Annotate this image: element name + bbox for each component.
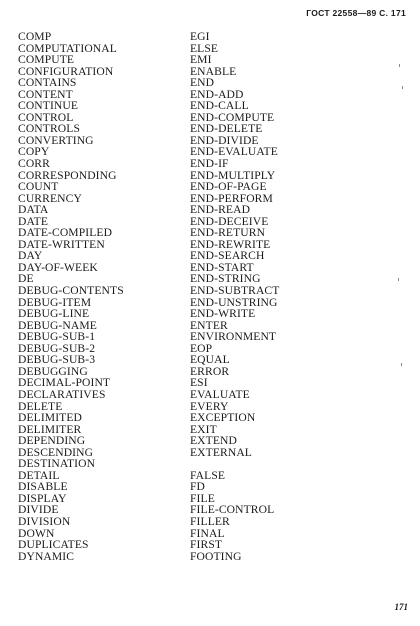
reserved-word: EQUAL: [190, 353, 230, 367]
reserved-word: END-ADD: [190, 87, 244, 101]
reserved-word: FILE-CONTROL: [190, 503, 275, 517]
reserved-word: DEBUG-SUB-1: [18, 330, 96, 344]
reserved-word: END-SEARCH: [190, 249, 265, 263]
reserved-word: END-START: [190, 260, 254, 274]
reserved-word: END-CALL: [190, 99, 249, 113]
reserved-word: DETAIL: [18, 468, 60, 482]
reserved-word: END-DELETE: [190, 122, 263, 136]
right-keyword-column: [190, 31, 279, 562]
reserved-word: EVALUATE: [190, 387, 250, 401]
reserved-word: ENABLE: [190, 64, 237, 78]
reserved-word: DESTINATION: [18, 457, 96, 471]
reserved-word: DEBUG-SUB-2: [18, 341, 96, 355]
left-keyword-column: [18, 31, 124, 562]
reserved-word: DISABLE: [18, 480, 68, 494]
reserved-word: DIVISION: [18, 514, 71, 528]
reserved-word: DEBUG-SUB-3: [18, 353, 96, 367]
reserved-word: END-WRITE: [190, 307, 256, 321]
reserved-word: FIRST: [190, 538, 223, 552]
reserved-word: CONTENT: [18, 87, 73, 101]
reserved-word: DOWN: [18, 526, 55, 540]
reserved-word: END-IF: [190, 157, 229, 171]
reserved-word: CONVERTING: [18, 133, 94, 147]
reserved-word: END-DECEIVE: [190, 214, 269, 228]
reserved-word: DEPENDING: [18, 434, 86, 448]
scan-speck: [398, 278, 399, 281]
reserved-word: DYNAMIC: [18, 549, 75, 563]
reserved-word: DEBUGGING: [18, 364, 88, 378]
reserved-word: DAY-OF-WEEK: [18, 260, 98, 274]
reserved-word: DELETE: [18, 399, 63, 413]
reserved-word: CORRESPONDING: [18, 168, 117, 182]
reserved-word: DATE: [18, 214, 49, 228]
reserved-word: EMI: [190, 53, 212, 67]
reserved-word: DAY: [18, 249, 43, 263]
reserved-word: DEBUG-ITEM: [18, 295, 92, 309]
reserved-word: COUNT: [18, 180, 59, 194]
reserved-word: CONTINUE: [18, 99, 79, 113]
reserved-word: FD: [190, 480, 206, 494]
reserved-word: FALSE: [190, 468, 226, 482]
reserved-word: END-MULTIPLY: [190, 168, 276, 182]
reserved-word: ERROR: [190, 364, 230, 378]
reserved-word: EXTERNAL: [190, 445, 252, 459]
reserved-word: DISPLAY: [18, 491, 67, 505]
reserved-word: FILE: [190, 491, 215, 505]
reserved-word: DUPLICATES: [18, 538, 89, 552]
reserved-word: CONFIGURATION: [18, 64, 114, 78]
reserved-word: EXIT: [190, 422, 217, 436]
page-header: ГОСТ 22558—89 С. 171: [306, 8, 406, 18]
reserved-word: END-REWRITE: [190, 237, 271, 251]
scan-speck: [399, 64, 400, 67]
reserved-word: END-SUBTRACT: [190, 284, 280, 298]
reserved-word: DELIMITER: [18, 422, 82, 436]
reserved-word: CURRENCY: [18, 191, 82, 205]
reserved-word: ESI: [190, 376, 208, 390]
reserved-word: EXCEPTION: [190, 411, 256, 425]
scan-speck: [401, 363, 402, 366]
reserved-word: CONTAINS: [18, 76, 77, 90]
reserved-word: EXTEND: [190, 434, 237, 448]
reserved-word: END-RETURN: [190, 226, 266, 240]
reserved-word: ENVIRONMENT: [190, 330, 277, 344]
reserved-word: CONTROL: [18, 110, 74, 124]
reserved-word: COMPUTATIONAL: [18, 41, 117, 55]
reserved-word: DEBUG-LINE: [18, 307, 90, 321]
reserved-word: END-PERFORM: [190, 191, 273, 205]
reserved-word: END-UNSTRING: [190, 295, 278, 309]
reserved-word: ELSE: [190, 41, 219, 55]
reserved-word: FILLER: [190, 514, 230, 528]
reserved-word: DECIMAL-POINT: [18, 376, 111, 390]
reserved-word: DECLARATIVES: [18, 387, 106, 401]
reserved-word: COPY: [18, 145, 50, 159]
reserved-word: DATA: [18, 203, 49, 217]
reserved-word: DIVIDE: [18, 503, 59, 517]
reserved-word: DELIMITED: [18, 411, 83, 425]
reserved-word: END-EVALUATE: [190, 145, 278, 159]
reserved-word: ENTER: [190, 318, 228, 332]
reserved-word: END-OF-PAGE: [190, 180, 267, 194]
scan-speck: [402, 86, 403, 89]
reserved-word: DESCENDING: [18, 445, 94, 459]
reserved-word: COMPUTE: [18, 53, 75, 67]
reserved-word: DEBUG-NAME: [18, 318, 97, 332]
reserved-word: EVERY: [190, 399, 229, 413]
reserved-word: EGI: [190, 30, 210, 43]
reserved-word: FINAL: [190, 526, 225, 540]
page-number: 171: [394, 602, 408, 612]
reserved-word: END: [190, 76, 215, 90]
reserved-word: EOP: [190, 341, 213, 355]
reserved-word: DEBUG-CONTENTS: [18, 284, 124, 298]
reserved-word: DATE-COMPILED: [18, 226, 113, 240]
reserved-word: END-DIVIDE: [190, 133, 259, 147]
reserved-word: DE: [18, 272, 34, 286]
reserved-word: END-STRING: [190, 272, 261, 286]
reserved-word: COMP: [18, 30, 52, 43]
reserved-word: FOOTING: [190, 549, 242, 563]
reserved-word: CONTROLS: [18, 122, 80, 136]
reserved-word: CORR: [18, 157, 50, 171]
reserved-word: DATE-WRITTEN: [18, 237, 105, 251]
reserved-word: END-COMPUTE: [190, 110, 275, 124]
reserved-word: END-READ: [190, 203, 251, 217]
